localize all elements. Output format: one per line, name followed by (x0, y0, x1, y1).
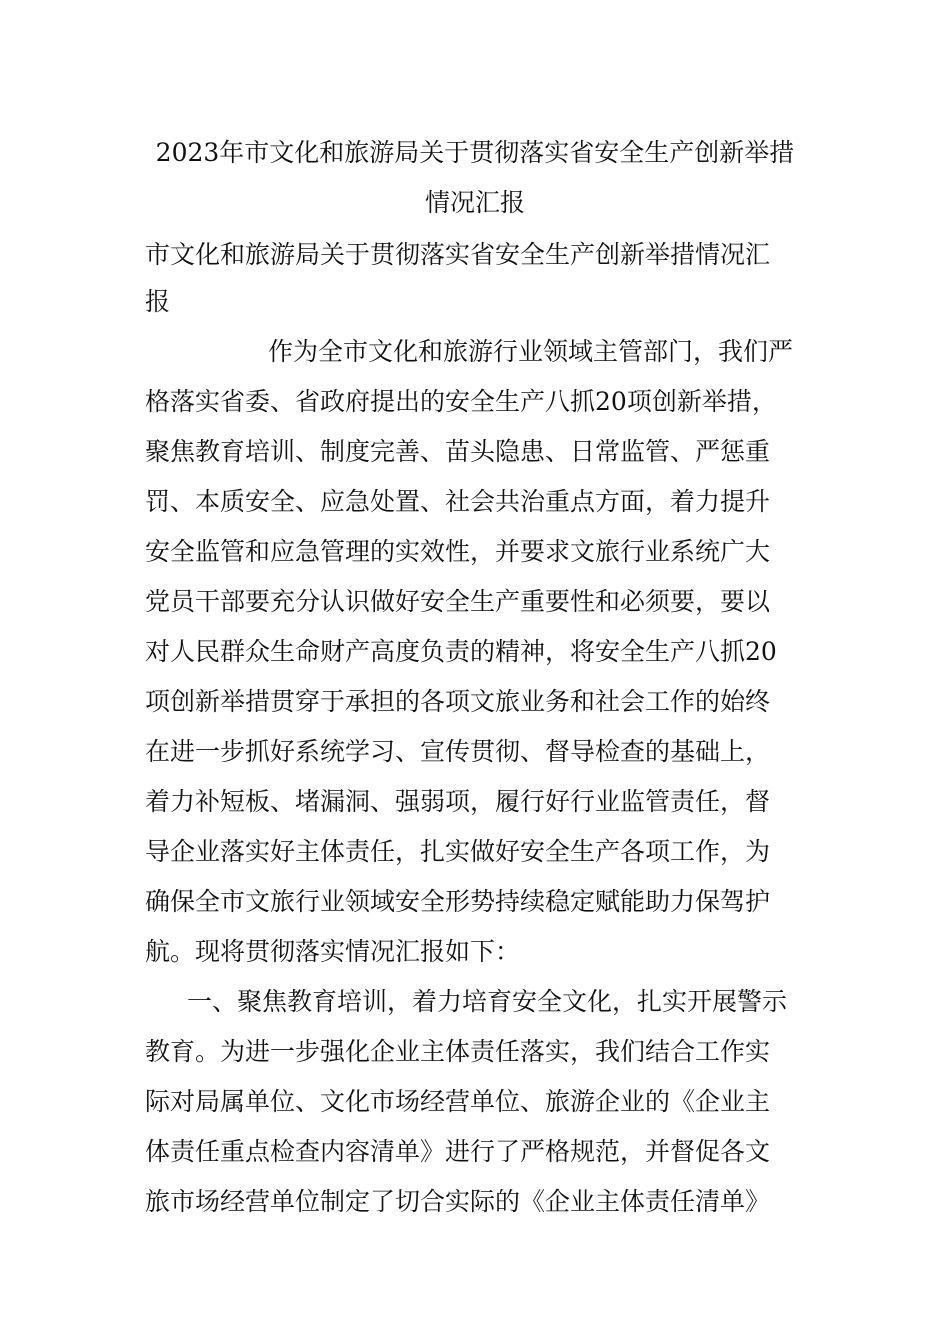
paragraph-line: 航。现将贯彻落实情况汇报如下： (145, 937, 521, 966)
paragraph-line: 罚、本质安全、应急处置、社会共治重点方面，着力提升 (145, 487, 771, 516)
paragraph-line: 在进一步抓好系统学习、宣传贯彻、督导检查的基础上， (145, 737, 771, 766)
paragraph-line: 确保全市文旅行业领域安全形势持续稳定赋能助力保驾护 (145, 887, 771, 916)
subtitle-line-2: 报 (145, 287, 171, 316)
paragraph-line: 导企业落实好主体责任，扎实做好安全生产各项工作，为 (145, 837, 771, 866)
document-title-line-1: 2023年市文化和旅游局关于贯彻落实省安全生产创新举措 (155, 138, 795, 167)
paragraph-line: 聚焦教育培训、制度完善、苗头隐患、日常监管、严惩重 (145, 437, 771, 466)
subtitle-line-1: 市文化和旅游局关于贯彻落实省安全生产创新举措情况汇 (145, 240, 771, 269)
paragraph-line: 格落实省委、省政府提出的安全生产八抓20项创新举措， (145, 387, 777, 416)
paragraph-line: 一、聚焦教育培训，着力培育安全文化，扎实开展警示 (187, 987, 788, 1016)
paragraph-line: 作为全市文化和旅游行业领域主管部门，我们严 (268, 337, 794, 366)
document-title-line-2: 情况汇报 (424, 188, 525, 217)
paragraph-line: 安全监管和应急管理的实效性，并要求文旅行业系统广大 (145, 537, 771, 566)
paragraph-line: 对人民群众生命财产高度负责的精神，将安全生产八抓20 (145, 637, 777, 666)
paragraph-line: 旅市场经营单位制定了切合实际的《企业主体责任清单》 (145, 1187, 771, 1216)
paragraph-line: 体责任重点检查内容清单》进行了严格规范，并督促各文 (145, 1137, 771, 1166)
paragraph-line: 党员干部要充分认识做好安全生产重要性和必须要，要以 (145, 587, 771, 616)
paragraph-line: 项创新举措贯穿于承担的各项文旅业务和社会工作的始终 (145, 687, 771, 716)
paragraph-line: 教育。为进一步强化企业主体责任落实，我们结合工作实 (145, 1037, 771, 1066)
paragraph-line: 着力补短板、堵漏洞、强弱项，履行好行业监管责任，督 (145, 787, 771, 816)
paragraph-line: 际对局属单位、文化市场经营单位、旅游企业的《企业主 (145, 1087, 771, 1116)
